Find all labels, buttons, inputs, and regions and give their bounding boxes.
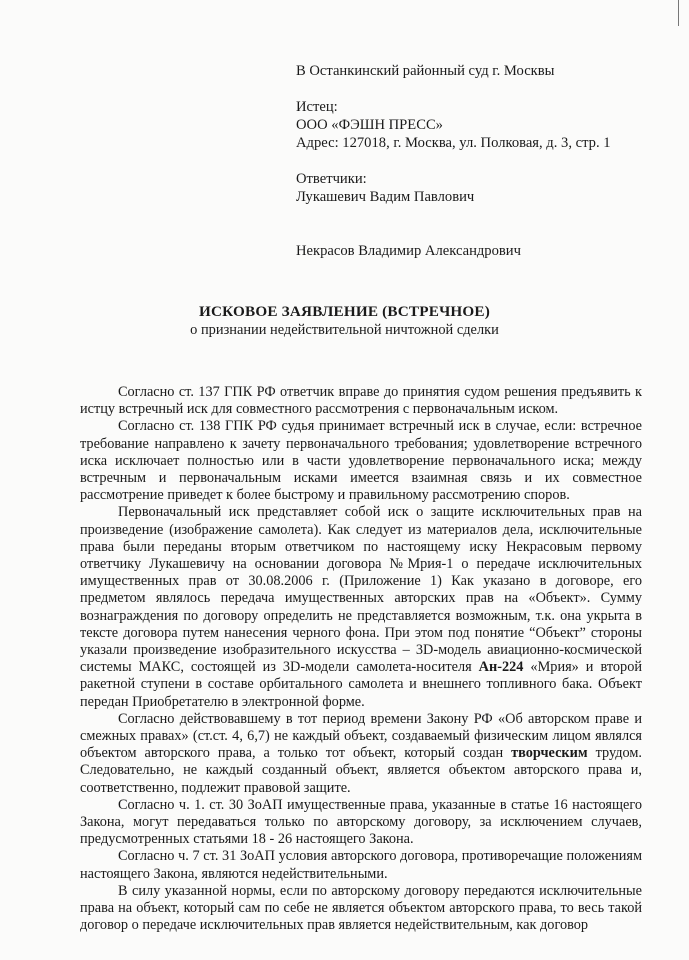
paragraph-text: Первоначальный иск представляет собой иск о защите исключительных прав на произведение (изображение самолета). Как следует из материалов дела, исключительные права были переданы вторым ответчиком по настоящему иску Некрасовым первому ответчику Лукашевичу на основании договора №Мрия-1 о передаче исключительных имущественных прав от 30.08.2006 г. (Приложение 1) Как указано в договоре, его предметом являлось передача имущественных авторских прав на «Объект». Сумму вознаграждения по договору определить не представляется возможным, т.к. она укрыта в тексте договора путем нанесения черного фона. При этом под понятие “Объект” стороны указали произведение изобразительного искусства – 3D-модель авиационно-космической системы МАКС, состоящей из 3D-модели самолета-носителя [80,504,642,676]
document-body [80,384,642,935]
paragraph: Согласно ч. 7 ст. 31 ЗоАП условия авторского договора, противоречащие положениям настоящего Закона, являются недействительными. [80,848,642,882]
paragraph [80,504,642,710]
court-name: В Останкинский районный суд г. Москвы [296,63,555,79]
defendant-first: Лукашевич Вадим Павлович [296,189,475,205]
aircraft-model-bold: Ан-224 [478,659,524,676]
plaintiff-name: ООО «ФЭШН ПРЕСС» [296,117,443,133]
defendants-label: Ответчики: [296,171,367,187]
document-title: ИСКОВОЕ ЗАЯВЛЕНИЕ (ВСТРЕЧНОЕ) [198,303,491,320]
addressee-block [296,62,656,260]
title-block [0,302,689,340]
document-subtitle: о признании недействительной ничтожной сделки [190,322,499,338]
paragraph: В силу указанной нормы, если по авторскому договору передаются исключительные права на объект, который сам по себе не является объектом авторского права, то весь такой договор о передаче исключительных прав является недействительным, как договор [80,882,642,934]
emphasis-bold: творческим [511,745,588,762]
paragraph: Согласно ч. 1. ст. 30 ЗоАП имущественные права, указанные в статье 16 настоящего Закона, могут передаваться только по авторскому договору, за исключением случаев, предусмотренных статьями 18 - 26 настоящего Закона. [80,796,642,848]
plaintiff-address: Адрес: 127018, г. Москва, ул. Полковая, д. 3, стр. 1 [296,135,611,151]
plaintiff-label: Истец: [296,99,338,115]
paragraph-text: «Мрия» и второй ракетной ступени в составе орбитального самолета и внешнего топливного бака. Объект передан Приобретателю в электронной форме. [80,659,643,710]
paragraph [80,711,642,797]
scan-edge-mark [678,0,679,26]
paragraph: Согласно ст. 138 ГПК РФ судья принимает встречный иск в случае, если: встречное требование направлено к зачету первоначального требования; удовлетворение встречного иска исключает полностью или в части удовлетворение первоначального иска; между встречным и первоначальным исками имеется взаимная связь и их совместное рассмотрение приведет к более быстрому и правильному рассмотрению споров. [80,418,642,504]
paragraph: Согласно ст. 137 ГПК РФ ответчик вправе до принятия судом решения предъявить к истцу встречный иск для совместного рассмотрения с первоначальным иском. [80,384,642,418]
paragraph-text: Согласно действовавшему в тот период времени Закону РФ «Об авторском праве и смежных правах» (ст.ст. 4, 6,7) не каждый объект, создаваемый физическим лицом являлся объектом авторского права, а только тот объект, который создан [80,710,642,762]
paragraph-text: трудом. Следовательно, не каждый созданный объект, является объектом авторского права и, соответственно, подлежит правовой защите. [80,745,642,796]
defendant-second: Некрасов Владимир Александрович [296,243,521,259]
